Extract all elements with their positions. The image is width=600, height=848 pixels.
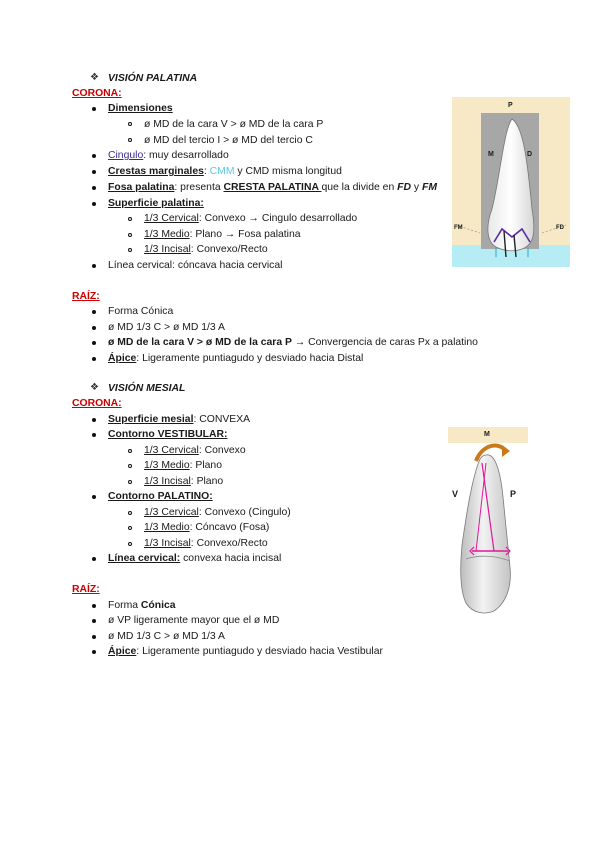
sup-item-medio: 1/3 Medio: Plano → Fosa palatina — [144, 229, 301, 240]
cingulo-item: Cingulo: muy desarrollado — [108, 150, 229, 161]
cp-item-incisal: 1/3 Incisal: Convexo/Recto — [144, 538, 268, 549]
bullet-icon — [92, 604, 96, 608]
section-title-mesial: VISIÓN MESIAL — [108, 383, 186, 394]
contorno-palatino-label: Contorno PALATINO: — [108, 491, 213, 502]
corona-heading: CORONA: — [72, 88, 122, 99]
sup-item-incisal: 1/3 Incisal: Convexo/Recto — [144, 244, 268, 255]
contorno-vestibular-label: Contorno VESTIBULAR: — [108, 429, 228, 440]
mesial-view-figure — [448, 427, 528, 619]
fig2-label-top: M — [484, 431, 490, 438]
corona-heading-2: CORONA: — [72, 398, 122, 409]
superficie-mesial-item: Superficie mesial: CONVEXA — [108, 414, 251, 425]
bullet-icon — [92, 202, 96, 206]
sub-bullet-icon — [128, 526, 132, 530]
section-title-palatina: VISIÓN PALATINA — [108, 73, 198, 84]
sub-bullet-icon — [128, 480, 132, 484]
dimensiones-label: Dimensiones — [108, 103, 173, 114]
cp-item-medio: 1/3 Medio: Cóncavo (Fosa) — [144, 522, 270, 533]
cv-item-cervical: 1/3 Cervical: Convexo — [144, 445, 246, 456]
sub-bullet-icon — [128, 233, 132, 237]
bullet-icon — [92, 186, 96, 190]
sub-bullet-icon — [128, 138, 132, 142]
raiz-heading: RAÍZ: — [72, 291, 100, 302]
sub-bullet-icon — [128, 248, 132, 252]
bullet-icon — [92, 170, 96, 174]
raiz-heading-2: RAÍZ: — [72, 584, 100, 595]
fig2-label-left: V — [452, 489, 459, 499]
bullet-icon — [92, 418, 96, 422]
diamond-bullet-icon: ❖ — [90, 72, 99, 83]
raiz-item-convergencia: ø MD de la cara V > ø MD de la cara P → Convergencia de caras Px a palatino — [108, 337, 478, 348]
sup-item-cervical: 1/3 Cervical: Convexo → Cingulo desarrollado — [144, 213, 358, 224]
raiz-item-md: ø MD 1/3 C > ø MD 1/3 A — [108, 322, 225, 333]
sub-bullet-icon — [128, 511, 132, 515]
fig1-label-fm: FM — [454, 225, 463, 231]
sub-bullet-icon — [128, 122, 132, 126]
bullet-icon — [92, 107, 96, 111]
bullet-icon — [92, 557, 96, 561]
raiz-item-forma: Forma Cónica — [108, 306, 174, 317]
bullet-icon — [92, 650, 96, 654]
bullet-icon — [92, 495, 96, 499]
cingulo-link[interactable]: Cingulo — [108, 150, 144, 161]
sub-bullet-icon — [128, 464, 132, 468]
cv-item-medio: 1/3 Medio: Plano — [144, 460, 222, 471]
tooth-palatal-illustration — [452, 97, 570, 267]
bullet-icon — [92, 357, 96, 361]
sub-bullet-icon — [128, 449, 132, 453]
bullet-icon — [92, 341, 96, 345]
tooth-mesial-illustration — [448, 427, 528, 619]
dim-item-1: ø MD de la cara V > ø MD de la cara P — [144, 119, 324, 130]
bullet-icon — [92, 635, 96, 639]
fig1-label-left: M — [488, 151, 494, 158]
superficie-palatina-label: Superficie palatina: — [108, 198, 204, 209]
fosa-item: Fosa palatina: presenta CRESTA PALATINA que la divide en FD y FM — [108, 182, 437, 193]
bullet-icon — [92, 326, 96, 330]
raiz2-item-forma: Forma Cónica — [108, 600, 176, 611]
linea-cervical-item-2: Línea cervical: convexa hacia incisal — [108, 553, 282, 564]
cv-item-incisal: 1/3 Incisal: Plano — [144, 476, 224, 487]
raiz-item-apice: Ápice: Ligeramente puntiagudo y desviado hacia Distal — [108, 353, 364, 364]
bullet-icon — [92, 154, 96, 158]
crestas-item: Crestas marginales: CMM y CMD misma longitud — [108, 166, 342, 177]
cp-item-cervical: 1/3 Cervical: Convexo (Cingulo) — [144, 507, 291, 518]
fig2-label-right: P — [510, 489, 517, 499]
raiz2-item-vp: ø VP ligeramente mayor que el ø MD — [108, 615, 280, 626]
sub-bullet-icon — [128, 217, 132, 221]
linea-cervical-item: Línea cervical: cóncava hacia cervical — [108, 260, 283, 271]
bullet-icon — [92, 619, 96, 623]
bullet-icon — [92, 433, 96, 437]
dim-item-2: ø MD del tercio I > ø MD del tercio C — [144, 135, 313, 146]
raiz2-item-md: ø MD 1/3 C > ø MD 1/3 A — [108, 631, 225, 642]
fig1-label-right: D — [527, 151, 533, 158]
bullet-icon — [92, 264, 96, 268]
palatal-view-figure — [452, 97, 570, 267]
sub-bullet-icon — [128, 542, 132, 546]
fig1-label-top: P — [508, 102, 513, 109]
raiz2-item-apice: Ápice: Ligeramente puntiagudo y desviado hacia Vestibular — [108, 646, 383, 657]
diamond-bullet-icon: ❖ — [90, 382, 99, 393]
bullet-icon — [92, 310, 96, 314]
fig1-label-fd: FD — [556, 225, 564, 231]
